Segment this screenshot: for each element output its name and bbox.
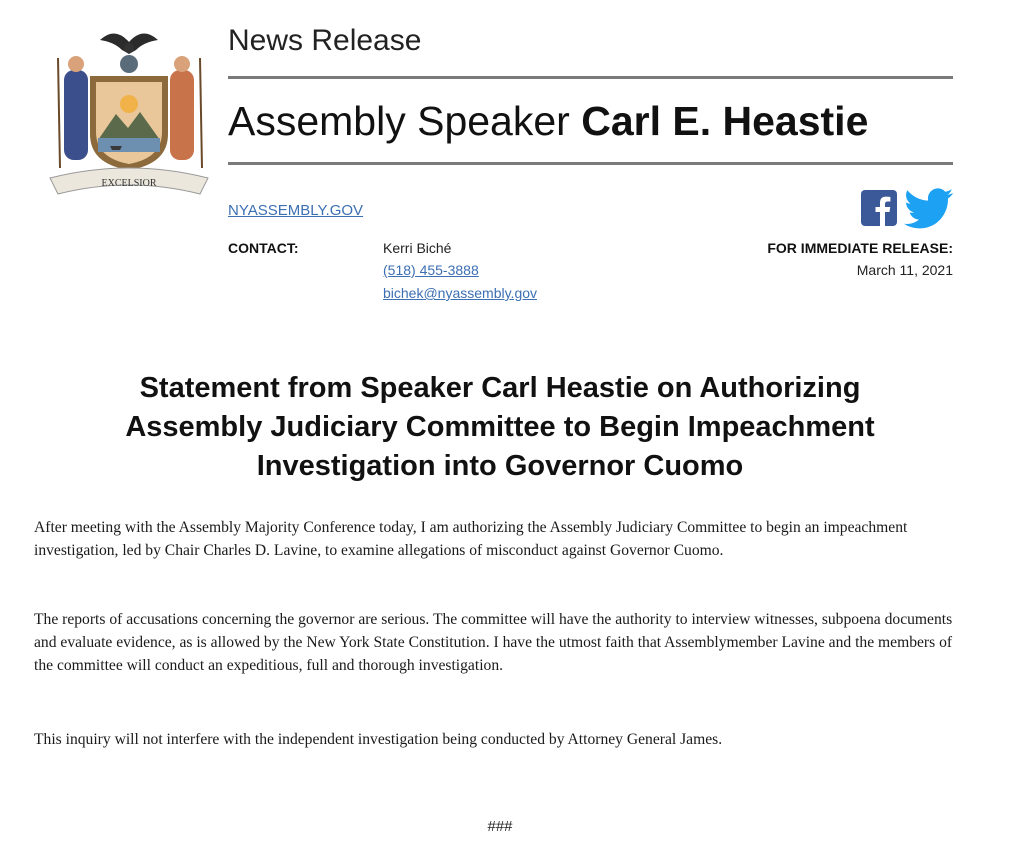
release-label: FOR IMMEDIATE RELEASE:	[767, 240, 953, 256]
contact-phone-link[interactable]: (518) 455-3888	[383, 262, 479, 278]
contact-name: Kerri Biché	[383, 240, 452, 256]
release-date: March 11, 2021	[856, 262, 953, 278]
contact-label: CONTACT:	[228, 240, 299, 256]
headline-line-1: Statement from Speaker Carl Heastie on Authorizing	[139, 372, 861, 404]
twitter-icon[interactable]	[904, 188, 954, 230]
body-paragraph-2: The reports of accusations concerning the governor are serious. The committee will have the authority to interview witnesses, subpoena documents and evaluate evidence, as is allowed by the New York State Constitution. I have the utmost faith that Assemblymember Lavine and the members of the committee will conduct an expeditious, full and thorough investigation.	[34, 611, 953, 674]
speaker-title	[228, 98, 868, 145]
seal-motto-text: EXCELSIOR	[101, 178, 157, 189]
speaker-prefix: Assembly Speaker	[228, 98, 570, 144]
header-divider-bottom	[228, 162, 953, 165]
body-paragraph-1: After meeting with the Assembly Majority Conference today, I am authorizing the Assembly Judiciary Committee to begin an impeachment investigation, led by Chair Charles D. Lavine, to examine allegations of misconduct against Governor Cuomo.	[34, 519, 908, 559]
ny-state-seal-icon	[40, 18, 218, 198]
body-paragraph-3: This inquiry will not interfere with the independent investigation being conducted by Attorney General James.	[34, 731, 723, 748]
facebook-icon[interactable]	[861, 190, 897, 226]
headline-line-3: Investigation into Governor Cuomo	[256, 450, 744, 482]
end-mark: ###	[487, 818, 513, 835]
headline-line-2: Assembly Judiciary Committee to Begin Impeachment	[125, 411, 875, 443]
contact-email-link[interactable]: bichek@nyassembly.gov	[383, 285, 538, 301]
headline	[60, 369, 940, 486]
news-release-label: News Release	[228, 24, 422, 57]
website-link[interactable]: NYASSEMBLY.GOV	[228, 202, 364, 219]
speaker-name: Carl E. Heastie	[581, 98, 869, 144]
header-divider-top	[228, 76, 953, 79]
